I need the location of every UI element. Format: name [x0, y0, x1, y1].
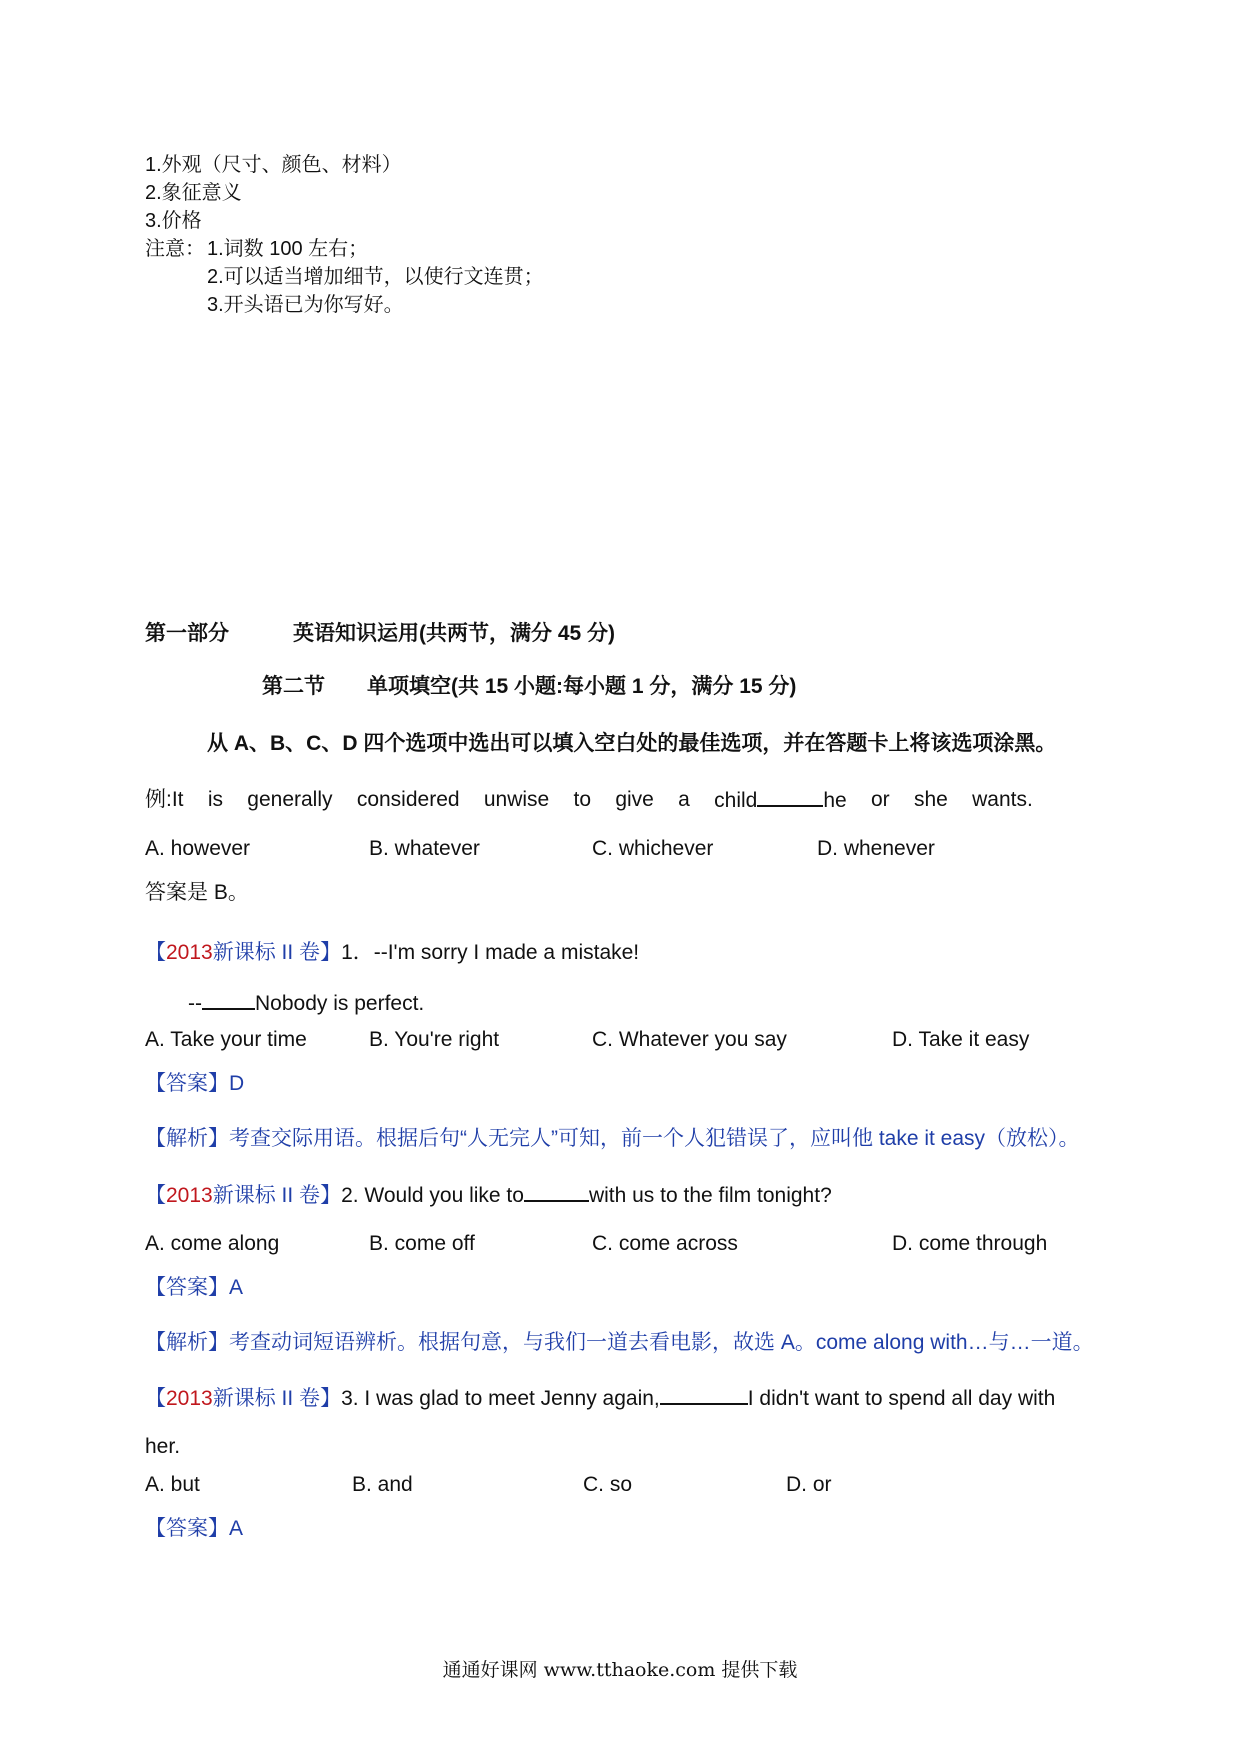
question-2-answer: [145, 1275, 243, 1301]
example-word: child: [714, 789, 758, 812]
question-2-analysis: [145, 1330, 1094, 1356]
answer-blank: [524, 1182, 589, 1202]
answer-label: 【答案】: [145, 1276, 229, 1299]
question-3-option-b: B. and: [352, 1473, 413, 1496]
source-bracket: 】: [320, 941, 342, 964]
example-prefix: 例:It: [145, 788, 184, 811]
instruction: 从 A、B、C、D 四个选项中选出可以填入空白处的最佳选项，并在答题卡上将该选项涂黑。: [207, 732, 1057, 755]
outline-item-3: 3.价格: [145, 210, 202, 232]
example-word: he: [823, 789, 847, 812]
answer-blank: [202, 990, 255, 1010]
question-1-line2: [188, 990, 424, 1017]
question-3-option-a: A. but: [145, 1473, 200, 1496]
example-word: she: [913, 788, 948, 811]
part-label: 第一部分: [145, 622, 229, 645]
source-bracket: 【: [145, 1184, 166, 1207]
source-year: 2013: [166, 941, 213, 964]
question-1-option-b: B. You're right: [369, 1028, 500, 1051]
question-text: Nobody is perfect.: [255, 992, 425, 1015]
source-bracket: 【: [145, 941, 166, 964]
note-1: 1.词数 100 左右；: [207, 238, 369, 260]
source-bracket: 【: [145, 1387, 166, 1410]
example-option-b: B. whatever: [369, 837, 480, 860]
source-bracket: 】: [320, 1387, 342, 1410]
example-word: to: [573, 788, 592, 811]
answer-blank: [660, 1385, 748, 1405]
section-title: 单项填空(共 15 小题:每小题 1 分，满分 15 分): [367, 675, 797, 698]
source-year: 2013: [166, 1387, 213, 1410]
example-sentence: [145, 787, 1033, 814]
dash: --: [188, 992, 202, 1015]
example-answer: 答案是 B。: [145, 881, 249, 904]
source-name: 新课标 II 卷: [212, 1184, 321, 1207]
outline-item-1: 1.外观（尺寸、颜色、材料）: [145, 154, 402, 176]
example-option-a: A. however: [145, 837, 251, 860]
question-1-option-a: A. Take your time: [145, 1028, 307, 1051]
question-3-stem: [145, 1385, 1055, 1412]
question-text: 3. I was glad to meet Jenny again,: [341, 1387, 660, 1410]
answer-blank: [757, 787, 823, 807]
example-word: wants.: [972, 788, 1033, 811]
source-year: 2013: [166, 1184, 213, 1207]
analysis-text: 考查动词短语辨析。根据句意，与我们一道去看电影，故选 A。come along with…与…一道。: [229, 1331, 1094, 1354]
note-3: 3.开头语已为你写好。: [207, 294, 404, 316]
question-1-stem: [145, 940, 639, 966]
example-word: unwise: [483, 788, 550, 811]
answer-value: D: [229, 1072, 245, 1095]
example-word: a: [678, 788, 690, 811]
question-3-option-d: D. or: [786, 1473, 832, 1496]
question-2-option-b: B. come off: [369, 1232, 475, 1255]
question-2-stem: [145, 1182, 832, 1209]
question-1-analysis: [145, 1126, 1080, 1152]
question-2-option-d: D. come through: [892, 1232, 1048, 1255]
question-3-answer: [145, 1516, 243, 1542]
note-2: 2.可以适当增加细节，以使行文连贯；: [207, 266, 544, 288]
outline-item-2: 2.象征意义: [145, 182, 242, 204]
analysis-label: 【解析】: [145, 1331, 229, 1354]
question-text: 2. Would you like to: [341, 1184, 524, 1207]
answer-value: A: [229, 1276, 244, 1299]
question-text: I didn't want to spend all day with: [747, 1387, 1056, 1410]
example-word: or: [871, 788, 890, 811]
example-child-blank: [714, 787, 847, 814]
source-name: 新课标 II 卷: [212, 1387, 321, 1410]
question-2-option-c: C. come across: [592, 1232, 738, 1255]
example-word: considered: [356, 788, 460, 811]
question-3-line2: her.: [145, 1435, 181, 1458]
page-footer: 通通好课网 www.tthaoke.com 提供下载: [442, 1659, 798, 1681]
question-text: 1．--I'm sorry I made a mistake!: [341, 941, 640, 964]
source-bracket: 】: [320, 1184, 342, 1207]
answer-label: 【答案】: [145, 1517, 229, 1540]
part-title: 英语知识运用(共两节，满分 45 分): [293, 622, 616, 645]
answer-label: 【答案】: [145, 1072, 229, 1095]
analysis-label: 【解析】: [145, 1127, 229, 1150]
source-name: 新课标 II 卷: [212, 941, 321, 964]
example-option-c: C. whichever: [592, 837, 714, 860]
section-label: 第二节: [262, 675, 325, 698]
question-1-option-d: D. Take it easy: [892, 1028, 1030, 1051]
note-label: 注意：: [145, 238, 205, 260]
question-1-answer: [145, 1071, 244, 1097]
analysis-text: 考查交际用语。根据后句“人无完人”可知，前一个人犯错误了，应叫他 take it easy（放松）。: [229, 1127, 1080, 1150]
question-text: with us to the film tonight?: [588, 1184, 832, 1207]
question-3-option-c: C. so: [583, 1473, 633, 1496]
example-word: generally: [247, 788, 333, 811]
example-option-d: D. whenever: [817, 837, 935, 860]
question-1-option-c: C. Whatever you say: [592, 1028, 787, 1051]
answer-value: A: [229, 1517, 244, 1540]
example-word: is: [207, 788, 223, 811]
question-2-option-a: A. come along: [145, 1232, 280, 1255]
example-word: give: [615, 788, 654, 811]
